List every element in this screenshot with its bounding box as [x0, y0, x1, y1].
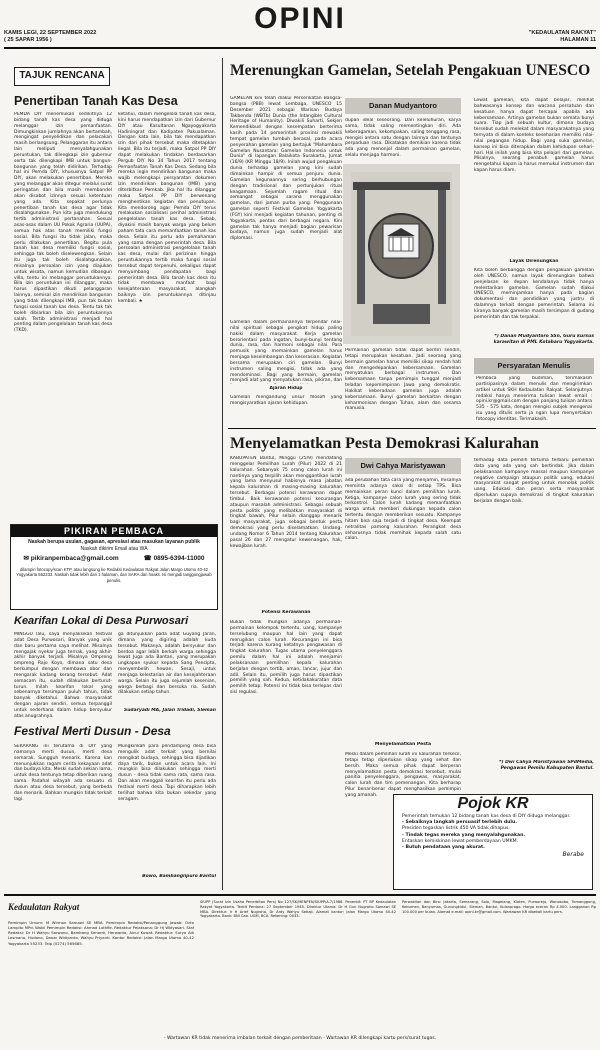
tajuk-col1: PEMDA DIY menemukan sedikitnya 12 bidang tanah kas desa yang diduga melanggar izin pemanfaatan. Dimungkinkan jumlahnya akan bertambah, mengingat penyelidikan dan pelacakan masih berlangsung. Pelanggaran itu antara lain meliputi menyalahgunakan peruntukan, tak dilengkapi izin gubernur serta tak dilengkapi IMB untuk bangun-bangunan yang telah didirikan. Terhadap hal ini Pemda DIY, khususnya Satpol PP DIY, akan melakukan penertiban. Mereka yang melanggar akan ditegur melalui surat peringatan dan bila masih membandel akan disabot izinnya sesuai ketentuan yang ada. Kita sepakat perlunya penertiban tanah kas desa agar tidak disalahgunakan. Pun kita juga mendukung tertib administrasi pertanahan. Sesuai asas-asas dalam UU Pokok Agraria (UUPA), semua hak atas tanah memiliki fungsi sosial. Bila fungsi itu tidak jalan, maka perlu dilakukan penertiban. Begitu pula tanah kas desa memiliki fungsi sosial, sehingga tak boleh diselewengkan. Selain itu juga tak boleh disalahgunakan, misalnya persoalan izin yang diajukan untuk wisata, namun kemudian dibangun villa, tentu ini melanggar peruntukannya. Bila izin peruntukan ini dilanggar, maka harus dipastikan dikuti pelanggaran lainnya, semisal izin mendirikan bangunan yang tidak dilengkapi IMB, pun tak bukan fungsi sosial tanah kas desa. Tentu tak tak boleh dibiarkan bila izin peruntukannya salah. Tertib administrasi menjadi hal penting dalam pengelolaan tanah kas desa (TKD).: [14, 112, 112, 334]
issue-date: KAMIS LEGI, 22 SEPTEMBER 2022 ( 25 SAPAR 1956 ): [4, 30, 97, 43]
pojok-item: - Tindak tegas mereka yang menyalahgunakan.: [402, 832, 526, 838]
gamelan-col2: Gamelan dalam permainannya terpendar nilai-nilai spiritual sebagai pengikat hidup paling hakiki dalam masyarakat. Kerja gamelan berorientasi pada ingatan, bunyi-bunyi tentang dunia, rasa, dan harmoni sebagai nilai. Para pemusik yang memainkan gamelan harus menjaga keseimbangan dan keserasian. Kegiatan bersama merupakan ciri gamelan. Bunyi instrumen saling mengisi, tidak ada yang mendominasi. Bagi yang bermain, gamelan menjadi alat yang menyatukan rasa, pikiran, dan: [230, 320, 342, 384]
festival-title: Festival Merti Dusun - Desa: [14, 724, 171, 738]
pikiran-title: PIKIRAN PEMBACA: [11, 525, 217, 537]
pojok-item: Entaskan kemiskinan lewat pemberdayaan UMKM.: [402, 838, 519, 844]
pojok-item: Pemerintah temukan 12 bidang tanah kas desa di DIY diduga melanggar.: [402, 814, 571, 820]
gamelan-col2b: Gamelan mengandung unsur filosofi yang mengisyaratkan ajaran kehidupan.: [230, 395, 342, 406]
gamelan-col3b: Permainan gamelan tidak dapat berdiri sendiri, tetapi merupakan kesatuan. Jadi seorang yang bermain gamelan harus memiliki sikap rendah hati dan mengedepankan kebersamaan. Gamelan menyatukan berbagai instrumen. Dan kebersamaan tanpa pemimpin tunggal menjadi teladan kepemimpinan Jawa yang demokratis. Hakikat keberadaan gamelan juga adalah kebersamaan. Bunyi gamelan berkaitan dengan keharmonisan dengan Tuhan, alam dan sesama manusia.: [345, 348, 461, 412]
persuratan-title: Persyaratan Menulis: [474, 358, 594, 374]
persuratan-body: Pembaca yang budiman, terimakasih partisipasinya dalam menulis dan mengirimkan artikel untuk SKH Kedaulatan Rakyat. Selanjutnya redaksi hanya menerima tulisan lewat email : opini.kr@gmail.com dengan panjang tulisan antara 535 - 575 kata, dengan mengisi subjek mengenai isu yang ditulis serta ja ngan lupa menyertakan fotocopy identitas. Terimakasih.: [476, 376, 592, 422]
top-rule: [4, 47, 596, 49]
pesta-author: Dwi Cahya Maristyawan: [345, 458, 461, 474]
pesta-subhead2: Menyelamatkan Pesta: [374, 742, 432, 747]
kearifan-author: Sudaryadi MA, Jalan Tridadi, Sleman: [123, 708, 216, 713]
pesta-col3: terhadap data pemilih tertuma terbaru pemilihan data yang ada yang sah bertindak. Jika dalam pelaksanaan kampanye massal maupun kampanye negative campaign ataupun politik uang, edukasi masyarakat sangat penting untuk menolak politik uang. Edukasi dan peran serta masyarakat diperlukan supaya demokrasi di tingkat kalurahan berjalan dengan baik.: [474, 458, 594, 504]
pesta-col1b: Bukan tidak mungkin adanya permainan-permainan kelompok tertentu, uang, kampanye terselubung maupun hal lain yang dapat merugikan calon lurah. Kecurangan ini bisa terjadi karena kurang ketatnya pengawasan di tingkat kalurahan. Tugas utama penyelenggara pemilu dalam hal ini adalah menjamin pelaksanaan pemilihan kepala kalurahan berjalan dengan tertib, aman, lancar, jujur dan adil. Selain itu, pemilih juga harus dipastikan pemilih yang sah. Kedua, ketidakakuratan data pemilih tetap. Potensi ini tidak bisa terlepas dari sisi regulasi.: [230, 620, 342, 696]
masthead: [4, 2, 596, 48]
festival-col1: SEKARANG ini terutama di DIY yang namanya merti dusun, merti desa semarak. Sungguh menarik. Karena kan menunjukkan ragam cerita kekayaan adat dan budaya kita. Meski sudah sekian lama, untuk desa tentunya tetap diberikan ruang sama. Padahal wilayah ada sesuatu di dusun atau desa tersebut, yang berbeda dan menarik. Bahkan mungkin tidak terkait lagi.: [14, 744, 112, 802]
phone-icon: ☎: [143, 555, 154, 563]
pojok-kr-box: [393, 794, 593, 890]
unesco-illustration: [343, 164, 460, 344]
mail-icon: ✉: [23, 555, 31, 563]
pesta-title: Menyelamatkan Pesta Demokrasi Kalurahan: [230, 435, 539, 452]
gamelan-gong-illustration: [343, 164, 460, 344]
pikiran-pembaca-box: [10, 524, 218, 610]
kearifan-col2: ga ditunjukkan pada adat Guyang Jaran, dimana yang digiring adalah kuda tersebut. Makanya, adalah bersyukur dan berdoa agar lebih berkah warga sehingga lewat Juga ada Bantan, yang merupakan ungkapan syukur kepada Sang Pencipta, menyembelih hewan, Sesaji, untuk menjaga kelestarian air dan kesejahteraan warga. Selain itu juga sejumlah kesenian, warga berbagi dan bersuka ria. Sudah dilakukan setiap tahun.: [118, 632, 216, 696]
gamelan-col1: GAMELAN kini telah diakui Perserikatan Bangsa-bangsa (PBB) lewat Lembaga, UNESCO 15 Desember 2021 sebagai Warisan Budaya Takbenda (WBTb) Dunia (the Intangible Cultural Heritage of Humanity). Diwakili Suharti, Sekjen Kemendikbud dengan kesempatan berterima kasih pada 14 pemerintah provinsi mewakili tempat gamelan tumbuh berasal, pada acara penyerahan gamelan yang bertajuk "Mahambara Gamelan Nusantara: Gamelan Indonesia untuk Dunia" di lapangan Balaikota Surakarta, Jumat (16/9) (KR Minggu 18/9). Inilah wujud pengakuan dunia terhadap gamelan yang kini sudah dimainkan hampir di semua penjuru dunia. Gamelan kegunaannya sering berhubungan dengan tradisional dan pertunjukan ritual keagamaan. Sejumlah ragam ritual dan semangat sebagai sarana menggunakan gamelan, dari jaman purba yang. Penggunaan gamelan seperti Festival Gamelan Yogyakarta (FGY) kini menjadi kegiatan tahunan, penting di Yogyakarta, pentas dari berbagai negara. Kini gamelan tak hanya menjadi bagian pewarisan budaya, namun juga sudah menjadi alat diplomasi.: [230, 96, 342, 242]
footer-publisher: SIUPP (Surat Izin Usaha Penerbitan Pers) No 127/SK/MENPEN/SIUPP/A.7/1986. Penerbit: PT BP Kedaulatan Rakyat Yogyakarta. Terbit Perdana: 27 September 1945. Direktur Utama: Dr H Gun Nugroho Samawi SE MBA. Direktur: Ir H Arief Nugroho, Dr Ardy Wahyu Setiaji. Alamat kantor: Jalan Margo Utomo 40-42 Yogyakarta. Bank: BNI Cab. UGM, BCA. Rekening: 0033.: [200, 900, 396, 919]
kearifan-col1: MINGGU lalu, saya menyaksikan festival adat Desa Purwosari, Banyak yang unik dan baru pertama saya melihat. Misalnya mengajak nyekar juga ternak, yang akhir-akhir banyak terjadi. Misalnya Ompreng ompreng Rajo Koyo, dimana satu desa berkumpul dengan membawa obor dan mengarak kadang kerang tersebut. Adat semacam itu, sudah dilakukan berturut-turun. Inilah kearifan lokal yang sebenarnya tersimpan puluh tahun, tidak banyak diketahui. Bahwa masyarakat dengan ajaran sendiri, semua terpanggil untuk sederhana dalam hidup bersyukur atas anugrahnya.: [14, 632, 112, 718]
pikiran-note: dilampiri fotocopy/scan KTP, atau langsung ke Redaksi Kedaulatan Rakyat Jalan Margo Utomo 40-42 Yogyakarta 552233. Naskah tidak lebih dari 1 halaman, dan SARA dan hoaks. Isi menjadi tanggungjawab penulis.: [16, 566, 212, 583]
pesta-signature: *) Dwi Cahya Maristyawan SPdMedia, Pengawas Pemilu Kabupaten Bantul.: [499, 760, 594, 771]
gamelan-col3: dupan ideal seseorang. Dari keleluhuran, karya sama, tidak saling mementingkan diri. Ada keberagaman, kekompakan, saling tenggang rasa, mengisi antara satu dengan lainnya dan tentunya perpaduan rasa. Dikatakan demikian karena tidak ada yang menonjol dalam permainan gamelan, selalu menjaga harmoni.: [345, 118, 461, 159]
pesta-col2b: Meski dalam pemilihan lurah ini kalurahan terkecil, tetapi tetap diperlukan sikap yang sehat dan bersih. Maka semua pihak dapat berperan menyelamatkan pesta demokrasi tersebut, mulai panitia penyelenggara, pengawas, masyarakat, calon lurah dan tim pemenangan. Kita berharap Pilur benar-benar dapat menghasilkan pemimpin yang amanah.: [345, 752, 461, 798]
tajuk-col2: ketahui, dalam mengelola tanah kas desa, kini harus mendapatkan izin dari Gubernur DIY atau Kasultanan Ngayogyakarta Hadiningrat dan Kadipaten Pakualaman. Dengan kata lain, bila tak mendapatkan izin dari pihak tersebut maka ditetapkan ilegal. Bila itu terjadi, maka Satpol PP DIY dapat melakukan tindakan berdasarkan Pergub DIY No 34 Tahun 2017 tentang Pemanfaatan Tanah Kas Desa. Sedang bila mereka ingin mendirikan bangunan maka wajib melengkapi persyaratan dokumen izin mendirikan bangunan (IMB) yang diterbitkan Pemkab. Jika hal itu dilanggar maka Satpol PP DIY berwenang menghentikan kegiatan dan penutupan. Kita mendorong agar Pemda DIY terus melakukan sosialisasi perihal administrasi pengelolaan tanah kas desa. Sebab, diyakini masih banyak warga yang belum paham tata cara memanfaatkan tanah kas desa. Selain itu perlu ada pemahaman yang sama dengan pemerintah desa. Bila persoalan administrasi pengelolaan tanah kas desa, mulai dari perizinan hingga peruntukannya tertib maka fungsi sosial tersebut dapat terpenuhi, sekaligus dapat menyumbang pendapatan bagi pemerintah desa. Bila tanah kas desa itu tidak membawa manfaat bagi kesejahteraan masyarakat, alangkah baiknya izin peruntukannya ditinjau kembali. ★: [118, 112, 216, 304]
kearifan-title: Kearifan Lokal di Desa Purwosari: [14, 615, 189, 627]
mid-rule: [228, 428, 596, 429]
pesta-subhead: Potensi Kerawanan: [261, 610, 311, 615]
gamelan-title: Merenungkan Gamelan, Setelah Pengakuan UNESCO: [230, 62, 591, 79]
pojok-item: Presiden tegaskan listrik 450 VA tidak dihapus.: [402, 826, 510, 832]
gamelan-signature: *) Danan Mudyantoro SSn, Guru kursus karawitan di PML Kotabaru Yogyakarta.: [493, 334, 594, 345]
email-contact[interactable]: ✉ pikiranpembaca@gmail.com: [23, 555, 119, 563]
pojok-signature: Berabe: [562, 851, 584, 859]
festival-author: Bowo, Bambanglipuro Bantul: [142, 874, 216, 879]
footer-staff: Pemimpin Umum: M Wirmon Samawi SE MBA. Pemimpin Redaksi/Penanggung Jawab: Octo Lampito MPd. Wakil Pemimpin Redaksi: Ahmad Luthfie. Redaktur Pelaksana: Dr Hj Widyasari. Staf Redaksi: Dr H Wahyu Sarwono, Bambang Senardi, Herwanto, Ainul Kuwat. Redaktur: Surya Adi Lesmana, Hudono, Danar Widiyanto, Wahyu Priyanti. Kantor Redaksi: Jalan Margo Utomo 40-42 Yogyakarta 55233. Telp (0274) 565685.: [8, 920, 194, 946]
gamelan-author: Danan Mudyantoro: [345, 98, 461, 114]
tajuk-label: TAJUK RENCANA: [14, 67, 110, 86]
pojok-item: - Sebaiknya langkah persuasif terlebih dulu.: [402, 820, 517, 826]
gamelan-subhead: Ajaran Hidup: [269, 386, 303, 391]
tajuk-title: Penertiban Tanah Kas Desa: [14, 94, 178, 108]
pojok-title: Pojok KR: [457, 795, 529, 812]
pesta-col2: ada perubahan tata cara yang menjamin, misalnya meminta adanya saksi di setiap TPS. Bisa memainkan peran kunci dalam pemilihan lurah. Ketiga, kampanye calon lurah yang sering tidak terkontrol. Calon lurah kadang memanfaatkan warga untuk memberi dukungan kepada calon tertentu dengan memberikan sesuatu. Kampanye hitam bisa saja terjadi di tingkat desa. Keempat netralitas pamong kalurahan. Perangkat desa seharusnya tidak memihak kepada salah satu calon.: [345, 478, 461, 542]
gamelan-col4: Lewat gamelan, kita dapat belajar, melihat bahwasanya konsep dan wacana persatuan dan kesatuan hanya dapat tercapai apabila ada kebersamaan. Artinya gamelan bukan semata bunyi suara. Tiap jadi sebuah kultur, dimana budaya tersebut sudah melekat dalam masyarakatnya yang ternyata di dalam konteks keseharian memiliki nilai-nilai pegangan hidup. Bagi yang suka gamelan, konsep ini bisa diterapkan dalam kehidupan sehari-hari. Hal inilah yang bisa kita pelajari dari gamelan. Misalnya, seorang penabuh gamelan harus mengetahui kapan ia harus memukul instrumen dan kapan harus diam.: [474, 98, 594, 174]
wa-contact[interactable]: ☎ 0895-6394-11000: [143, 555, 205, 563]
column-divider: [222, 58, 223, 890]
pikiran-line1: Naskah berupa usulan, gagasan, apresiasi atau masukan layanan publik: [28, 539, 200, 545]
contact-row: [11, 555, 217, 564]
pikiran-line2: Naskah dikirim Email atau WA: [80, 545, 148, 552]
footer: [4, 896, 596, 1050]
pojok-item: - Butuh pendataan yang akurat.: [402, 845, 485, 851]
footer-disclaimer: - Wartawan KR tidak menerima imbalan terkait dengan pemberitaan - Wartawan KR dilengkapi kartu pers/surat tugas.: [163, 1036, 437, 1041]
gamelan-subhead2: Layak Direnungkan: [509, 259, 559, 264]
page-info: "KEDAULATAN RAKYAT" HALAMAN 11: [528, 30, 596, 43]
pesta-col1: KABUPATEN Bantul, Minggu (25/9) mendatang menggelar Pemilihan Lurah (Pilur) 2022 di 21 kalurahan. Sebanyak 75 orang calon lurah ini nantinya yang terpilih akan menggantikan lurah yang lama menyusul habisnya masa jabatan kepala kalurahan di masing-masing kalurahan tersebut. Berbagai potensi kerawanan dapat timbul. Baik kerawanan potensi kecurangan ataupun masalah administrasi. Sebagai sebuah pesta politik yang melibatkan masyarakat di tingkat bawah, Pilur selain dianggap menarik bagi masyarakat, juga sebagai bentuk pesta demokrasi yang perlu diselamatkan. Undang-undang Nomor 6 Tahun 2014 tentang Kalurahan pasal 26 dan 27 mengatur kewenangan, hak, kewajiban lurah.: [230, 456, 342, 549]
section-title: OPINI: [254, 2, 346, 35]
festival-col2: Mungkinkah para pendamping desa bisa mengulik adat terkait yang bernilai mengikat budaya, sehingga bisa dijadikan daya tarik, bukan untuk acara lain. Ini mungkin bisa dilakukan sehingga merti dusun - desa tidak sama rata, sama rasa. Dan akan menggali kearifan itu perlu ada festival merti desa. Tapi diharapkan lebih terlihat bahwa kita bukan sekedar yang seragam.: [118, 744, 216, 802]
gamelan-col4b: Kita boleh berbangga dengan pengakuan gamelan oleh UNESCO, namun layak direnungkan bahwa penjelasan ke depan kendalanya tidak hanya melestarikan gamelan. Gamelan sudah diakui UNESCO, meminjamkan hanya pada bagian dokumentasi dan pendidikan yang justru di dalamnya terkait dengan pemerintah. Selama ini kiranya banyak gamelan masih tersimpan di gudang pemerintah dan tak terpakai.: [474, 268, 594, 320]
kr-logo: Kedaulatan Rakyat: [8, 902, 80, 912]
footer-bureau: Perwakilan dan Biro: Jakarta, Semarang, Solo, Magelang, Klaten, Purworejo, Wonosobo, Temanggung, Kebumen, Banyumas, Gunungkidul, Sleman, Bantul, Kulonprogo. Harga eceran Rp 4.000. Langganan Rp 100.000 per bulan. Alamat e-mail: opini.kr@gmail.com. Wartawan KR dibekali kartu pers.: [402, 900, 596, 914]
